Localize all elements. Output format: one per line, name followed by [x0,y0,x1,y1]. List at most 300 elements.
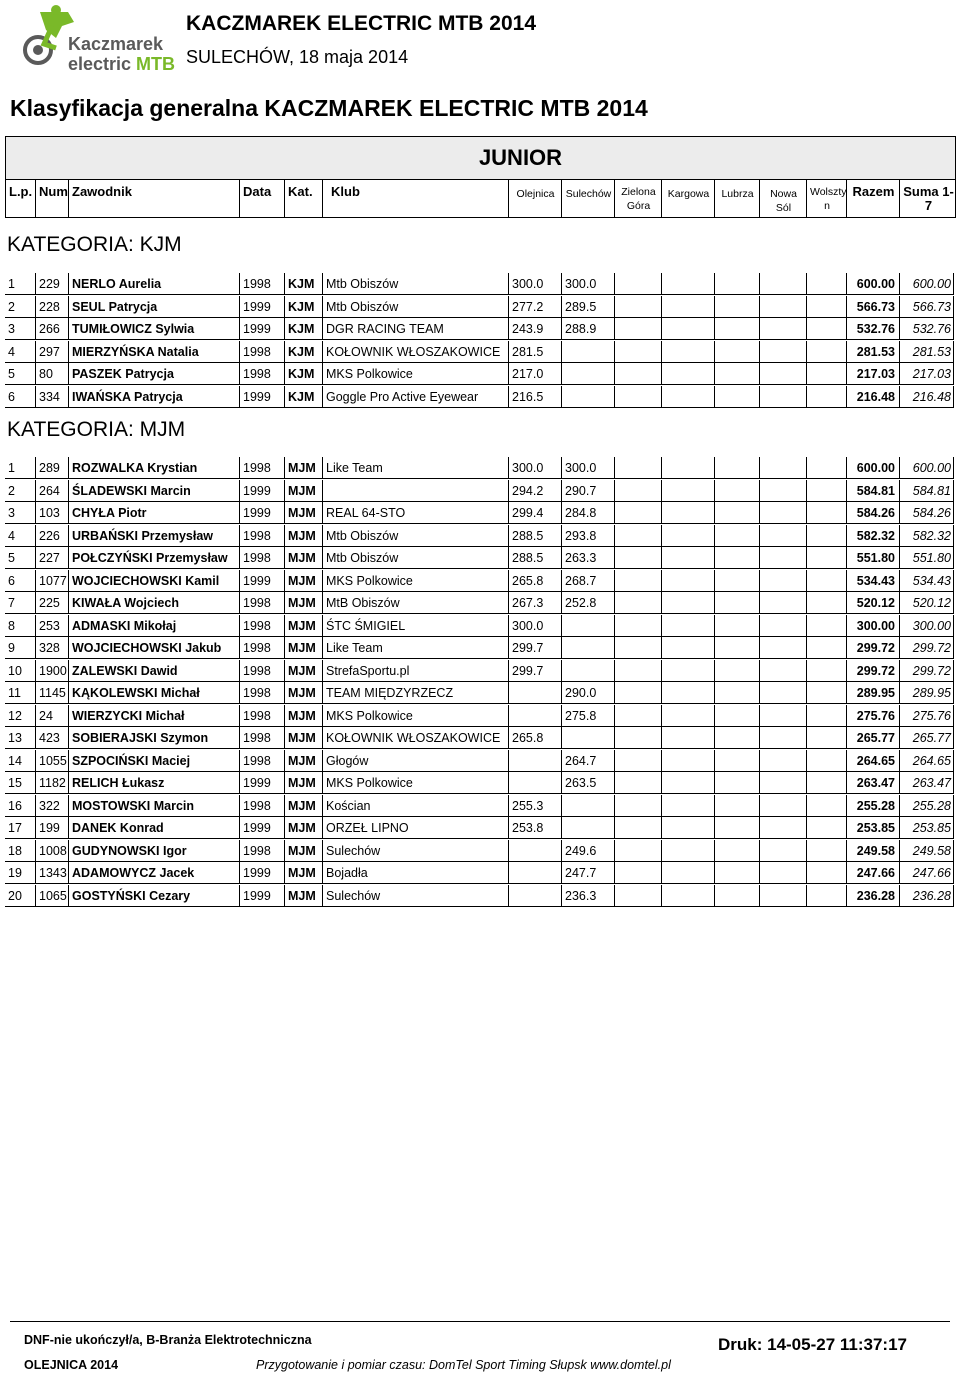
cell-kat: MJM [284,547,322,569]
cell-nowasol [759,592,806,614]
cell-lp: 4 [5,525,35,547]
cell-olejnica: 299.7 [508,637,561,659]
cell-name: KIWAŁA Wojciech [68,592,239,614]
cell-name: PASZEK Patrycja [68,363,239,385]
cell-wolsztyn [806,386,846,408]
cell-suma: 551.80 [899,547,954,569]
cell-nowasol [759,296,806,318]
cell-lp: 19 [5,862,35,884]
class-bar [5,136,956,180]
cell-olejnica: 288.5 [508,547,561,569]
cell-razem: 264.65 [846,750,899,772]
cell-suma: 216.48 [899,386,954,408]
cell-sulechow [561,386,614,408]
cell-year: 1999 [239,570,284,592]
cell-kargowa [661,885,714,907]
cell-wolsztyn [806,862,846,884]
cell-razem: 300.00 [846,615,899,637]
cell-name: SEUL Patrycja [68,296,239,318]
cell-num: 1145 [35,682,68,704]
table-row [5,318,954,340]
cell-kargowa [661,862,714,884]
cell-razem: 299.72 [846,660,899,682]
cell-club: Głogów [322,750,508,772]
cell-lubrza [714,480,759,502]
cell-suma: 300.00 [899,615,954,637]
cell-olejnica: 267.3 [508,592,561,614]
cell-club: Mtb Obiszów [322,525,508,547]
cell-kat: MJM [284,727,322,749]
cell-year: 1998 [239,273,284,295]
cell-kat: KJM [284,273,322,295]
cell-nowasol [759,705,806,727]
cell-num: 80 [35,363,68,385]
cell-suma: 263.47 [899,772,954,794]
cell-nowasol [759,840,806,862]
cell-razem: 584.81 [846,480,899,502]
cell-lp: 13 [5,727,35,749]
cell-kargowa [661,660,714,682]
cell-sulechow: 284.8 [561,502,614,524]
cell-year: 1998 [239,525,284,547]
cell-lp: 4 [5,341,35,363]
cell-lp: 8 [5,615,35,637]
cell-suma: 265.77 [899,727,954,749]
cell-suma: 289.95 [899,682,954,704]
cell-name: TUMIŁOWICZ Sylwia [68,318,239,340]
cell-nowasol [759,502,806,524]
category-title-kjm: KATEGORIA: KJM [7,233,182,256]
cell-zielona [614,660,661,682]
cell-year: 1999 [239,772,284,794]
cell-kat: KJM [284,296,322,318]
cell-sulechow: 300.0 [561,457,614,479]
cell-lubrza [714,615,759,637]
cell-num: 322 [35,795,68,817]
col-olejnica: Olejnica [509,180,562,217]
cell-razem: 551.80 [846,547,899,569]
cell-wolsztyn [806,817,846,839]
cell-razem: 299.72 [846,637,899,659]
cell-kat: KJM [284,341,322,363]
cell-lp: 6 [5,386,35,408]
cell-sulechow: 293.8 [561,525,614,547]
cell-kargowa [661,682,714,704]
cell-kargowa [661,705,714,727]
col-lp: L.p. [6,180,36,217]
cell-razem: 532.76 [846,318,899,340]
cell-suma: 600.00 [899,457,954,479]
cell-num: 289 [35,457,68,479]
cell-sulechow [561,795,614,817]
cell-olejnica [508,772,561,794]
cell-name: RELICH Łukasz [68,772,239,794]
cell-suma: 566.73 [899,296,954,318]
cell-lp: 5 [5,547,35,569]
cell-club: ŚTC ŚMIGIEL [322,615,508,637]
cell-club: Like Team [322,637,508,659]
cell-lubrza [714,341,759,363]
cell-olejnica: 253.8 [508,817,561,839]
cell-lp: 17 [5,817,35,839]
cell-olejnica: 281.5 [508,341,561,363]
cell-razem: 265.77 [846,727,899,749]
cell-zielona [614,502,661,524]
cell-zielona [614,885,661,907]
cell-lubrza [714,547,759,569]
cell-wolsztyn [806,457,846,479]
cell-olejnica [508,885,561,907]
cell-suma: 584.26 [899,502,954,524]
cell-sulechow: 263.3 [561,547,614,569]
cell-wolsztyn [806,705,846,727]
table-row [5,386,954,408]
cell-num: 297 [35,341,68,363]
col-suma: Suma 1-7 [903,184,954,213]
cell-year: 1998 [239,660,284,682]
cell-nowasol [759,772,806,794]
cell-sulechow: 249.6 [561,840,614,862]
cell-zielona [614,727,661,749]
class-name: JUNIOR [478,145,563,170]
cell-club: MtB Obiszów [322,592,508,614]
cell-lubrza [714,705,759,727]
cell-sulechow: 290.0 [561,682,614,704]
cell-lubrza [714,727,759,749]
cell-kargowa [661,502,714,524]
cell-num: 328 [35,637,68,659]
cell-lubrza [714,817,759,839]
cell-nowasol [759,457,806,479]
cell-lubrza [714,885,759,907]
cell-olejnica: 299.4 [508,502,561,524]
cell-suma: 253.85 [899,817,954,839]
cell-club: DGR RACING TEAM [322,318,508,340]
cell-sulechow: 268.7 [561,570,614,592]
cell-razem: 520.12 [846,592,899,614]
cell-kat: KJM [284,386,322,408]
cell-sulechow [561,615,614,637]
cell-num: 199 [35,817,68,839]
table-row [5,480,954,502]
cell-kat: MJM [284,502,322,524]
col-zawodnik: Zawodnik [69,180,240,217]
cell-name: KĄKOLEWSKI Michał [68,682,239,704]
cell-lubrza [714,862,759,884]
table-row [5,705,954,727]
cell-suma: 249.58 [899,840,954,862]
cell-olejnica [508,840,561,862]
col-wolsztyn: Wolszty n [807,180,847,217]
cell-num: 1008 [35,840,68,862]
cell-lubrza [714,682,759,704]
cell-kat: MJM [284,660,322,682]
cell-lp: 18 [5,840,35,862]
col-nowa-sol: Nowa Sól [760,180,807,217]
cell-club: Like Team [322,457,508,479]
cell-lubrza [714,592,759,614]
cell-nowasol [759,341,806,363]
col-lubrza: Lubrza [715,180,760,217]
cell-lp: 1 [5,273,35,295]
cell-lp: 1 [5,457,35,479]
cell-olejnica: 277.2 [508,296,561,318]
cell-num: 1343 [35,862,68,884]
cell-sulechow: 289.5 [561,296,614,318]
cell-razem: 249.58 [846,840,899,862]
event-title: KACZMAREK ELECTRIC MTB 2014 [186,12,537,35]
cell-kat: KJM [284,363,322,385]
cell-year: 1998 [239,615,284,637]
cell-wolsztyn [806,750,846,772]
cell-kargowa [661,592,714,614]
table-header [5,180,956,218]
cell-num: 24 [35,705,68,727]
cell-nowasol [759,386,806,408]
cell-year: 1998 [239,547,284,569]
footer-timing: Przygotowanie i pomiar czasu: DomTel Sport Timing Słupsk www.domtel.pl [256,1358,671,1372]
cell-num: 1065 [35,885,68,907]
cell-suma: 584.81 [899,480,954,502]
cell-club: MKS Polkowice [322,705,508,727]
cell-kargowa [661,817,714,839]
footer-print-date: Druk: 14-05-27 11:37:17 [718,1335,908,1354]
cell-wolsztyn [806,318,846,340]
cell-sulechow [561,637,614,659]
cell-olejnica: 300.0 [508,273,561,295]
cell-num: 1077 [35,570,68,592]
col-sulechow: Sulechów [562,180,615,217]
cell-lubrza [714,318,759,340]
cell-lp: 20 [5,885,35,907]
cell-lubrza [714,660,759,682]
cell-lubrza [714,296,759,318]
cell-wolsztyn [806,570,846,592]
cell-kat: MJM [284,570,322,592]
cell-suma: 247.66 [899,862,954,884]
col-kat: Kat. [285,180,323,217]
cell-razem: 600.00 [846,457,899,479]
cell-razem: 253.85 [846,817,899,839]
cell-year: 1999 [239,862,284,884]
cell-zielona [614,318,661,340]
cell-name: ADAMOWYCZ Jacek [68,862,239,884]
cell-year: 1998 [239,750,284,772]
cell-wolsztyn [806,795,846,817]
cell-num: 334 [35,386,68,408]
cell-razem: 289.95 [846,682,899,704]
cell-club: TEAM MIĘDZYRZECZ [322,682,508,704]
cell-lubrza [714,840,759,862]
table-row [5,660,954,682]
table-row [5,840,954,862]
cell-zielona [614,705,661,727]
cell-olejnica: 265.8 [508,727,561,749]
cell-year: 1998 [239,705,284,727]
table-row [5,795,954,817]
cell-suma: 236.28 [899,885,954,907]
cell-zielona [614,547,661,569]
cell-zielona [614,386,661,408]
cell-num: 226 [35,525,68,547]
cell-nowasol [759,862,806,884]
cell-olejnica: 255.3 [508,795,561,817]
cell-wolsztyn [806,592,846,614]
cell-sulechow: 300.0 [561,273,614,295]
cell-lp: 16 [5,795,35,817]
cell-olejnica: 288.5 [508,525,561,547]
cell-num: 1055 [35,750,68,772]
cell-club: Sulechów [322,840,508,862]
table-row [5,547,954,569]
col-num: Num [36,180,69,217]
footer-location: OLEJNICA 2014 [24,1358,119,1372]
cell-kat: MJM [284,750,322,772]
cell-sulechow [561,363,614,385]
cell-year: 1999 [239,502,284,524]
cell-lp: 9 [5,637,35,659]
col-klub: Klub [323,180,509,217]
cell-kargowa [661,637,714,659]
cell-suma: 582.32 [899,525,954,547]
cell-olejnica [508,682,561,704]
table-row [5,502,954,524]
cell-club: REAL 64-STO [322,502,508,524]
cell-name: MOSTOWSKI Marcin [68,795,239,817]
cell-year: 1999 [239,817,284,839]
table-row [5,570,954,592]
cell-year: 1998 [239,341,284,363]
cell-razem: 582.32 [846,525,899,547]
cell-wolsztyn [806,772,846,794]
cell-zielona [614,750,661,772]
table-row [5,457,954,479]
cell-sulechow [561,341,614,363]
cell-club: Mtb Obiszów [322,273,508,295]
cell-zielona [614,457,661,479]
cell-wolsztyn [806,273,846,295]
cell-lubrza [714,795,759,817]
cell-nowasol [759,750,806,772]
cell-name: NERLO Aurelia [68,273,239,295]
cell-num: 103 [35,502,68,524]
col-kargowa: Kargowa [662,180,715,217]
cell-nowasol [759,318,806,340]
cell-olejnica: 265.8 [508,570,561,592]
cell-sulechow: 263.5 [561,772,614,794]
cell-kat: MJM [284,862,322,884]
cell-wolsztyn [806,341,846,363]
cell-name: ŚLADEWSKI Marcin [68,480,239,502]
cell-nowasol [759,817,806,839]
cell-name: WIERZYCKI Michał [68,705,239,727]
cell-num: 264 [35,480,68,502]
col-data: Data [240,180,285,217]
cell-year: 1998 [239,592,284,614]
cell-lubrza [714,502,759,524]
cell-num: 228 [35,296,68,318]
cell-sulechow: 288.9 [561,318,614,340]
cell-club: Goggle Pro Active Eyewear [322,386,508,408]
cell-kargowa [661,363,714,385]
cell-razem: 600.00 [846,273,899,295]
cell-club: Mtb Obiszów [322,296,508,318]
cell-olejnica: 217.0 [508,363,561,385]
cell-sulechow [561,660,614,682]
cell-kargowa [661,525,714,547]
cell-club: MKS Polkowice [322,363,508,385]
cell-sulechow: 252.8 [561,592,614,614]
cell-lubrza [714,570,759,592]
cell-suma: 534.43 [899,570,954,592]
cell-zielona [614,273,661,295]
cell-lp: 12 [5,705,35,727]
cell-year: 1998 [239,795,284,817]
table-row [5,592,954,614]
cell-nowasol [759,795,806,817]
cell-wolsztyn [806,502,846,524]
cell-wolsztyn [806,547,846,569]
cell-year: 1998 [239,363,284,385]
cell-kargowa [661,318,714,340]
cell-club: StrefaSportu.pl [322,660,508,682]
cell-club: Kościan [322,795,508,817]
cell-num: 229 [35,273,68,295]
cell-lp: 7 [5,592,35,614]
cell-zielona [614,795,661,817]
table-row [5,727,954,749]
footer-divider [10,1321,950,1322]
cell-sulechow: 236.3 [561,885,614,907]
cell-olejnica: 300.0 [508,615,561,637]
cell-nowasol [759,885,806,907]
page-title: Klasyfikacja generalna KACZMAREK ELECTRIC MTB 2014 [10,95,648,121]
cell-name: WOJCIECHOWSKI Kamil [68,570,239,592]
cell-suma: 275.76 [899,705,954,727]
cell-razem: 216.48 [846,386,899,408]
logo-text-electric: electric [68,54,132,74]
cell-num: 227 [35,547,68,569]
cell-name: SZPOCIŃSKI Maciej [68,750,239,772]
cell-nowasol [759,570,806,592]
cell-kat: MJM [284,885,322,907]
cell-zielona [614,480,661,502]
cell-kat: MJM [284,705,322,727]
cell-kat: MJM [284,457,322,479]
cell-kat: MJM [284,480,322,502]
cell-club [322,480,508,502]
cell-name: ZALEWSKI Dawid [68,660,239,682]
cell-year: 1998 [239,637,284,659]
cell-year: 1999 [239,885,284,907]
cell-num: 253 [35,615,68,637]
cell-kat: MJM [284,592,322,614]
cell-kat: MJM [284,615,322,637]
cell-wolsztyn [806,840,846,862]
event-subtitle: SULECHÓW, 18 maja 2014 [186,47,409,67]
cell-name: GOSTYŃSKI Cezary [68,885,239,907]
cell-kargowa [661,547,714,569]
cell-kat: MJM [284,840,322,862]
cell-wolsztyn [806,363,846,385]
cell-wolsztyn [806,296,846,318]
col-zielona-gora: Zielona Góra [615,180,662,217]
cell-wolsztyn [806,682,846,704]
cell-suma: 520.12 [899,592,954,614]
cell-lubrza [714,637,759,659]
cell-nowasol [759,727,806,749]
cell-kargowa [661,795,714,817]
